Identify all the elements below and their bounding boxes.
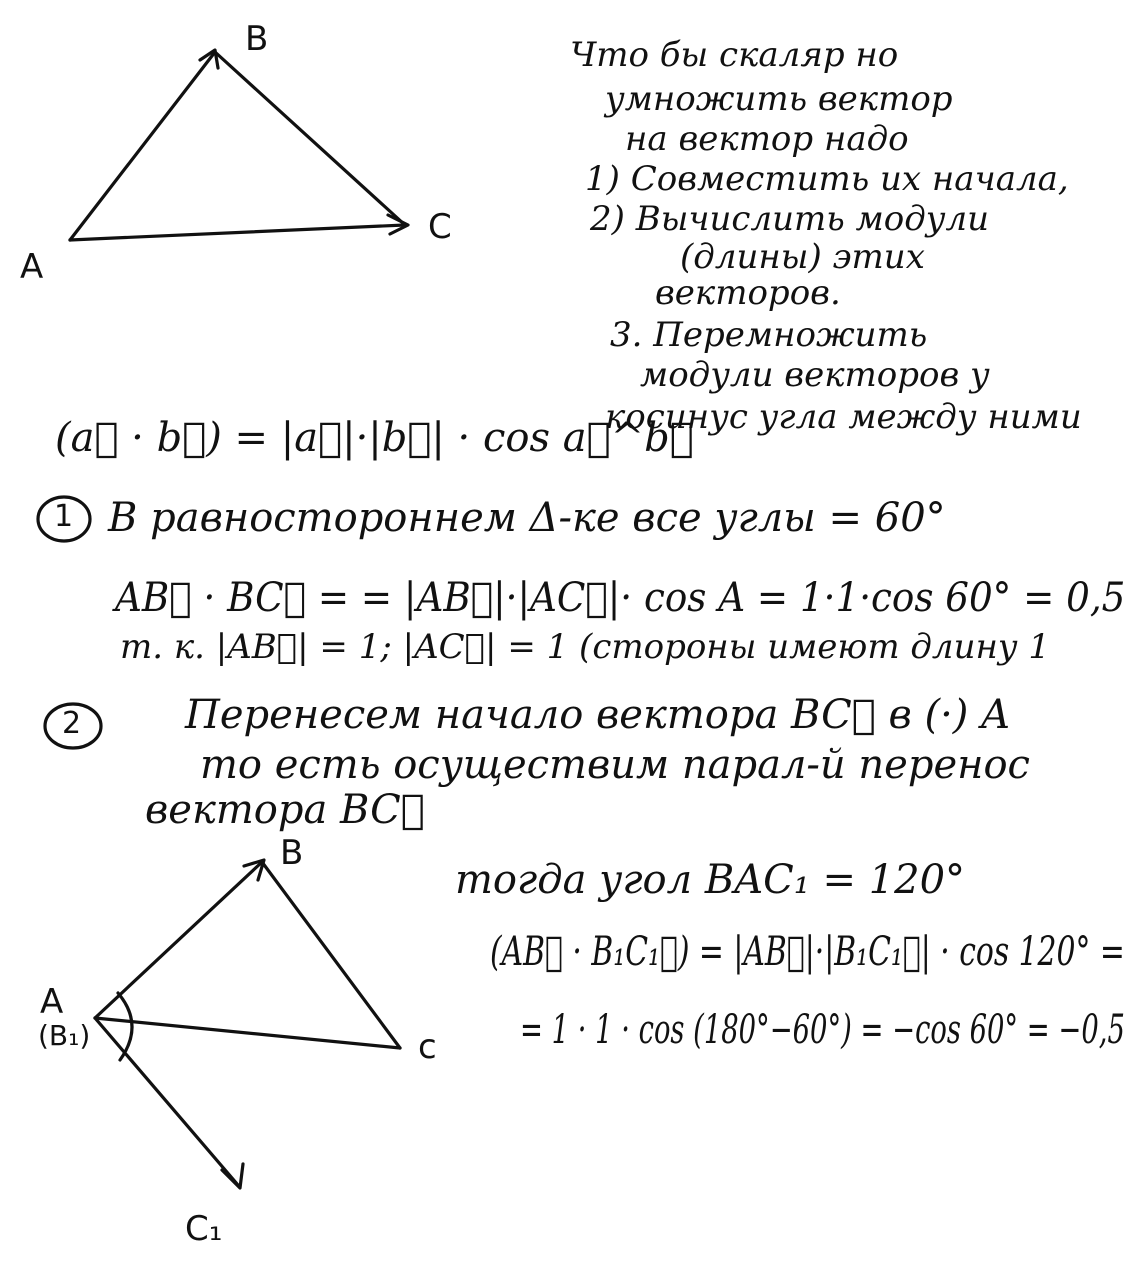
note-line-10: косинус угла между ними xyxy=(605,397,1082,437)
part2-equation-2: = 1 · 1 · cos (180°−60°) = −cos 60° = −0,5 xyxy=(520,1007,1125,1053)
part1-marker: 1 xyxy=(54,499,74,534)
fig2-label-b1: (B₁) xyxy=(38,1019,91,1052)
vector-b1c1 xyxy=(95,1018,238,1185)
part2-line-1: Перенесем начало вектора BC⃗ в (·) A xyxy=(185,692,1010,738)
note-line-5: 2) Вычислить модули xyxy=(590,199,990,239)
note-line-8: 3. Перемножить xyxy=(610,315,928,355)
segment-bc-2 xyxy=(262,862,400,1048)
note-line-6: (длины) этих xyxy=(680,237,925,277)
fig1-label-c: C xyxy=(428,207,452,247)
dot-product-formula: (a⃗ · b⃗) = |a⃗|·|b⃗| · cos a⃗^b⃗ xyxy=(55,415,694,461)
part1-note: т. к. |AB⃗| = 1; |AC⃗| = 1 (стороны имеют длину 1 xyxy=(120,627,1051,667)
part2-line-2: то есть осуществим парал-й перенос xyxy=(200,742,1030,788)
fig1-label-a: A xyxy=(20,247,44,287)
fig2-label-a: A xyxy=(40,982,64,1022)
note-line-9: модули векторов у xyxy=(640,355,990,395)
part2-line-3: вектора BC⃗ xyxy=(145,787,425,833)
fig2-label-c: c xyxy=(418,1027,437,1067)
part1-heading: В равностороннем Δ-ке все углы = 60° xyxy=(108,495,946,541)
fig2-label-c1: C₁ xyxy=(185,1209,223,1249)
segment-bc xyxy=(215,52,405,225)
note-line-4: 1) Совместить их начала, xyxy=(585,159,1069,199)
segment-ac-2 xyxy=(95,1018,400,1048)
fig1-label-b: B xyxy=(245,19,269,59)
vector-ac xyxy=(70,225,405,240)
part2-equation-1: (AB⃗ · B₁C₁⃗) = |AB⃗|·|B₁C₁⃗| · cos 120° = xyxy=(490,929,1125,975)
part2-marker: 2 xyxy=(62,706,82,741)
note-line-1: Что бы скаляр но xyxy=(570,35,899,75)
fig2-label-b: B xyxy=(280,833,304,873)
note-line-2: умножить вектор xyxy=(605,79,953,119)
note-line-7: векторов. xyxy=(655,273,841,313)
vector-ab xyxy=(70,52,215,240)
angle-arc xyxy=(118,993,132,1060)
note-line-3: на вектор надо xyxy=(625,119,909,159)
part2-angle-note: тогда угол BAC₁ = 120° xyxy=(455,857,966,903)
part1-equation: AB⃗ · BC⃗ = = |AB⃗|·|AC⃗|· cos A = 1·1·cos 60° = 0,5 xyxy=(115,575,1126,621)
